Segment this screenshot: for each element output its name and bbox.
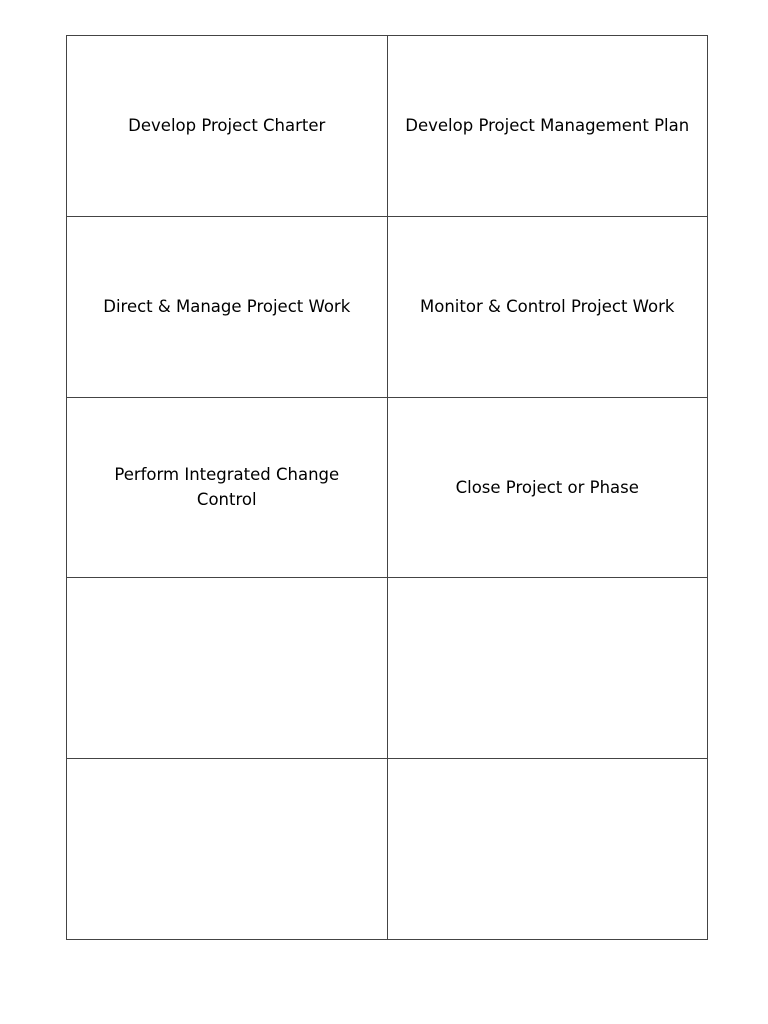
card-empty — [388, 759, 709, 940]
card-empty — [388, 578, 709, 759]
card-empty — [67, 578, 388, 759]
card-label: Close Project or Phase — [455, 477, 639, 497]
card-perform-integrated-change-control — [67, 398, 388, 579]
card-empty — [67, 759, 388, 940]
card-label: Develop Project Charter — [128, 116, 326, 136]
card-direct-manage-project-work — [67, 217, 388, 398]
card-develop-project-management-plan — [388, 36, 709, 217]
card-monitor-control-project-work — [388, 217, 709, 398]
flashcard-grid — [66, 35, 708, 940]
card-label: Develop Project Management Plan — [405, 116, 690, 136]
card-develop-project-charter — [67, 36, 388, 217]
card-label: Monitor & Control Project Work — [420, 297, 675, 317]
card-label: Direct & Manage Project Work — [103, 297, 351, 317]
card-close-project-or-phase — [388, 398, 709, 579]
card-label: Perform Integrated Change Control — [114, 465, 340, 510]
